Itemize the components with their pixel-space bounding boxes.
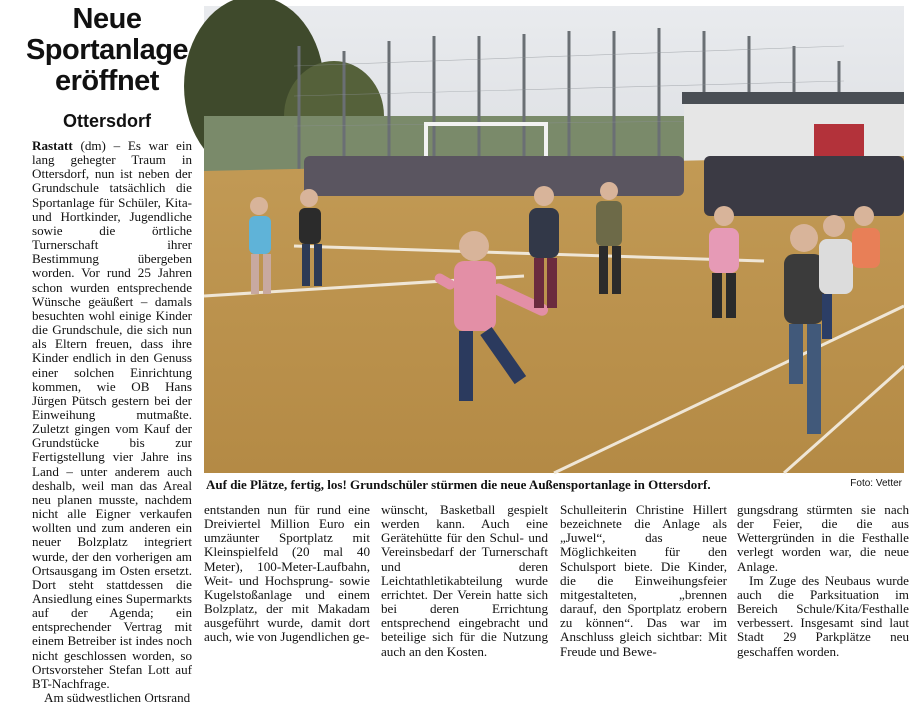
article-column-5	[737, 502, 909, 659]
article-text-col3: wünscht, Basketball gespielt werden kann. Auch eine Gerätehütte für den Schul- und Vereinsbedarf der Turnerschaft und deren Leichtathletikabteilung wurde errichtet. Der Verein hatte sich bei deren Errichtung entsprechend eingebracht und beteilige sich für die Nutzung auch an den Kosten.	[381, 502, 548, 659]
headline-line-1: Neue	[72, 3, 142, 35]
article-text-col4: Schulleiterin Christine Hillert bezeichnete die Anlage als „Juwel“, das neue Möglichkeiten für den Schulsport biete. Die Kinder, die die Einweihungsfeier mitgestalteten, „brennen darauf, den Sportplatz erobern zu können“. Das war im Anschluss gleich sichtbar: Mit Freude und Bewe-	[560, 502, 727, 659]
headline-line-3: eröffnet	[55, 65, 159, 97]
article-column-2	[204, 503, 370, 645]
photo-children-running-icon	[204, 6, 904, 473]
article-column-3	[381, 502, 548, 659]
photo-credit: Foto: Vetter	[850, 478, 902, 489]
article-text-col1-p2: Am südwestlichen Ortsrand	[44, 690, 191, 705]
headline-line-2: Sportanlage	[25, 34, 189, 66]
article-photo	[204, 6, 904, 473]
subheadline: Ottersdorf	[62, 111, 151, 131]
article-column-4	[560, 502, 727, 659]
dateline: Rastatt	[32, 138, 73, 153]
headline	[14, 4, 200, 97]
article-text-col5-p2: Im Zuge des Neubaus wurde auch die Parksituation im Bereich Schule/Kita/Festhalle verbessert. Insgesamt sind laut Stadt 29 Parkplätze neu geschaffen worden.	[737, 572, 909, 659]
article-text-col1: (dm) – Es war ein lang gehegter Traum in Ottersdorf, nun ist neben der Grundschule tatsächlich die Sportanlage für Schüler, Kita- und Hortkinder, Jugendliche sowie die örtliche Turnerschaft ihrer Bestimmung übergeben worden. Vor rund 25 Jahren schon wurden entsprechende Wünsche geäußert – damals besuchten wohl einige Kinder die Grundschule, die sich nun als Eltern freuen, dass ihre Kinder endlich in den Genuss einer solchen Einrichtung kommen, wie OB Hans Jürgen Pütsch gestern bei der Einweihung mutmaßte. Zuletzt gingen vom Kauf der Grundstücke bis zur Fertigstellung vier Jahre ins Land – unter anderem auch deshalb, weil man das Areal neu planen musste, nachdem nicht alle Eigner verkaufen wollten und zum anderen ein neuer Bolzplatz integriert wurde, der den vorherigen am Ortsausgang im Osten ersetzt. Dort steht stattdessen die Ansiedlung eines Supermarkts auf der Agenda; ein entsprechender Vertrag mit einem Betreiber ist indes noch nicht geschlossen worden, so Ortsvorsteher Stefan Lott auf BT-Nachfrage.	[32, 138, 193, 691]
article-column-1	[32, 138, 193, 705]
article-text-col2: entstanden nun für rund eine Dreiviertel Million Euro ein umzäunter Sportplatz mit Kleinspielfeld (20 mal 40 Meter), 100-Meter-Laufbahn, Weit- und Hochsprung- sowie Kugelstoßanlage und einem Bolzplatz, der mit Makadam ausgeführt wurde, damit dort auch, wie von Jugendlichen ge-	[204, 502, 370, 645]
photo-caption: Auf die Plätze, fertig, los! Grundschüler stürmen die neue Außensportanlage in Ottersdorf.	[206, 477, 711, 492]
photo-caption-bar	[204, 475, 904, 495]
article-text-col5: gungsdrang stürmten sie nach der Feier, die die aus Wettergründen in die Festhalle verlegt worden war, die neue Anlage.	[737, 502, 909, 574]
